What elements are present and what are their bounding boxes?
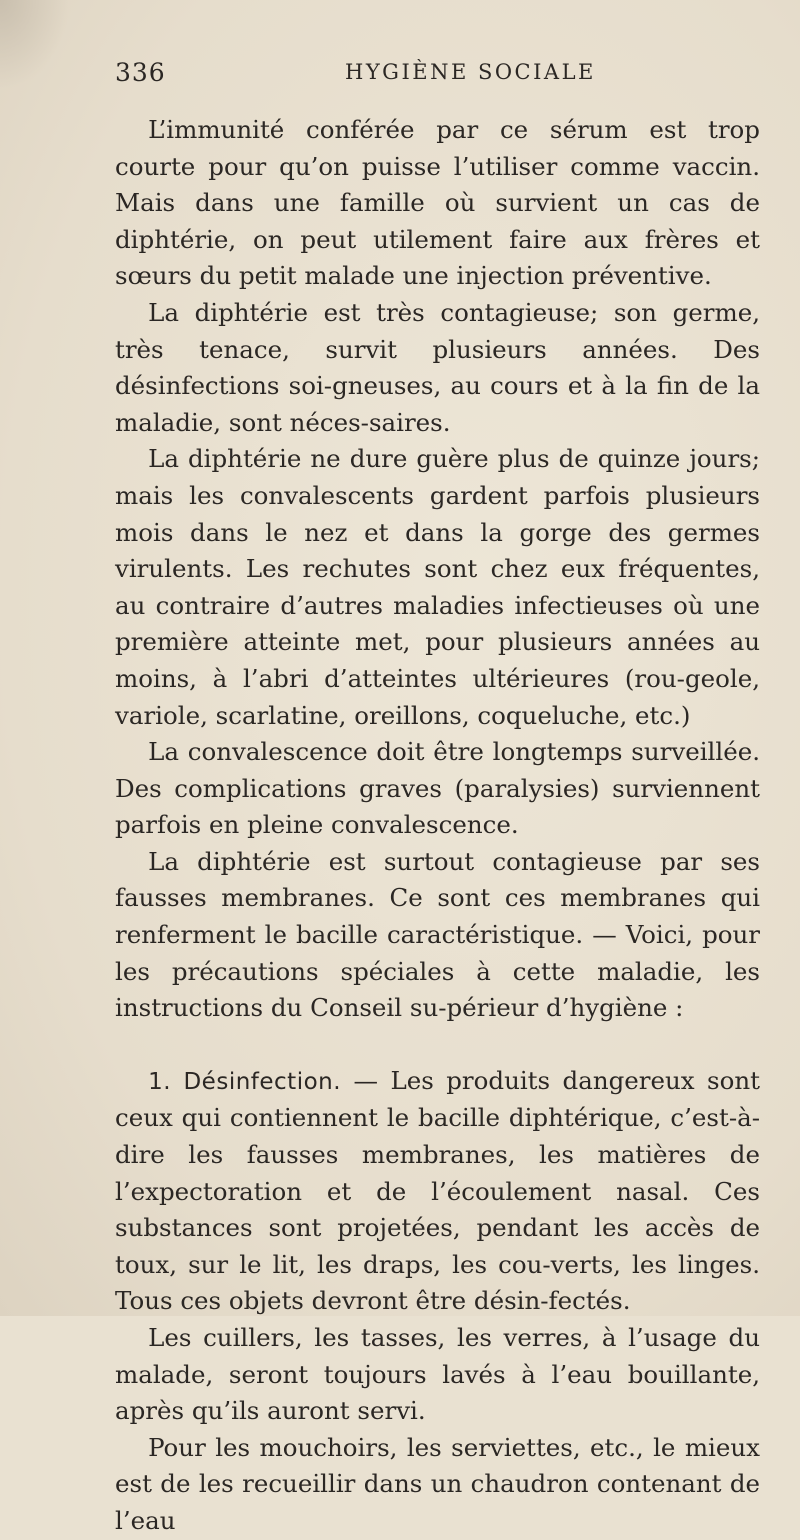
paragraph-membranes: La diphtérie est surtout contagieuse par ses fausses membranes. Ce sont ces membranes qui renferment le bacille caractéristique. — Voici, pour les précautions spéciales à cette maladie, les instructions du Conseil su-périeur d’hygiène :: [115, 846, 760, 1023]
body-text: [115, 112, 760, 1540]
paragraph-utensils: Les cuillers, les tasses, les verres, à l’usage du malade, seront toujours lavés à l’eau bouillante, après qu’ils auront servi.: [115, 1323, 760, 1426]
running-title: HYGIÈNE SOCIALE: [345, 60, 596, 84]
paragraph-serum: L’immunité conférée par ce sérum est trop courte pour qu’on puisse l’utiliser comme vaccin. Mais dans une famille où survient un cas de diphtérie, on peut utilement faire aux frères et sœurs du petit malade une injection préventive.: [115, 115, 760, 291]
paragraph-contagion: La diphtérie est très contagieuse; son germe, très tenace, survit plusieurs années. Des désinfections soi-gneuses, au cours et à la fin de la maladie, sont néces-saires.: [115, 297, 760, 437]
paragraph-duration: La diphtérie ne dure guère plus de quinze jours; mais les convalescents gardent parfois plusieurs mois dans le nez et dans la gorge des germes virulents. Les rechutes sont chez eux fréquentes, au contraire d’autres maladies infectieuses où une première atteinte met, pour plusieurs années au moins, à l’abri d’atteintes ultérieures (rou-geole, variole, scarlatine, oreillons, coqueluche, etc.): [115, 444, 760, 730]
page-header: [115, 58, 755, 98]
section-text: — Les produits dangereux sont ceux qui contiennent le bacille diphtérique, c’est-à-dire les fausses membranes, les matières de l’expectoration et de l’écoulement nasal. Ces substances sont projetées, pendant les accès de toux, sur le lit, les draps, les cou-verts, les linges. Tous ces objets devront être désin-fectés.: [115, 1065, 761, 1316]
section-disinfection: [115, 1063, 760, 1320]
section-heading: 1. Désinfection.: [148, 1068, 342, 1095]
paragraph-handkerchiefs: Pour les mouchoirs, les serviettes, etc., le mieux est de les recueillir dans un chaudron contenant de l’eau: [115, 1432, 760, 1535]
page-corner-shadow: [0, 0, 70, 90]
paragraph-convalescence: La convalescence doit être longtemps surveillée. Des complications graves (paralysies) surviennent parfois en pleine convalescence.: [115, 737, 760, 840]
page-number: 336: [115, 58, 166, 87]
